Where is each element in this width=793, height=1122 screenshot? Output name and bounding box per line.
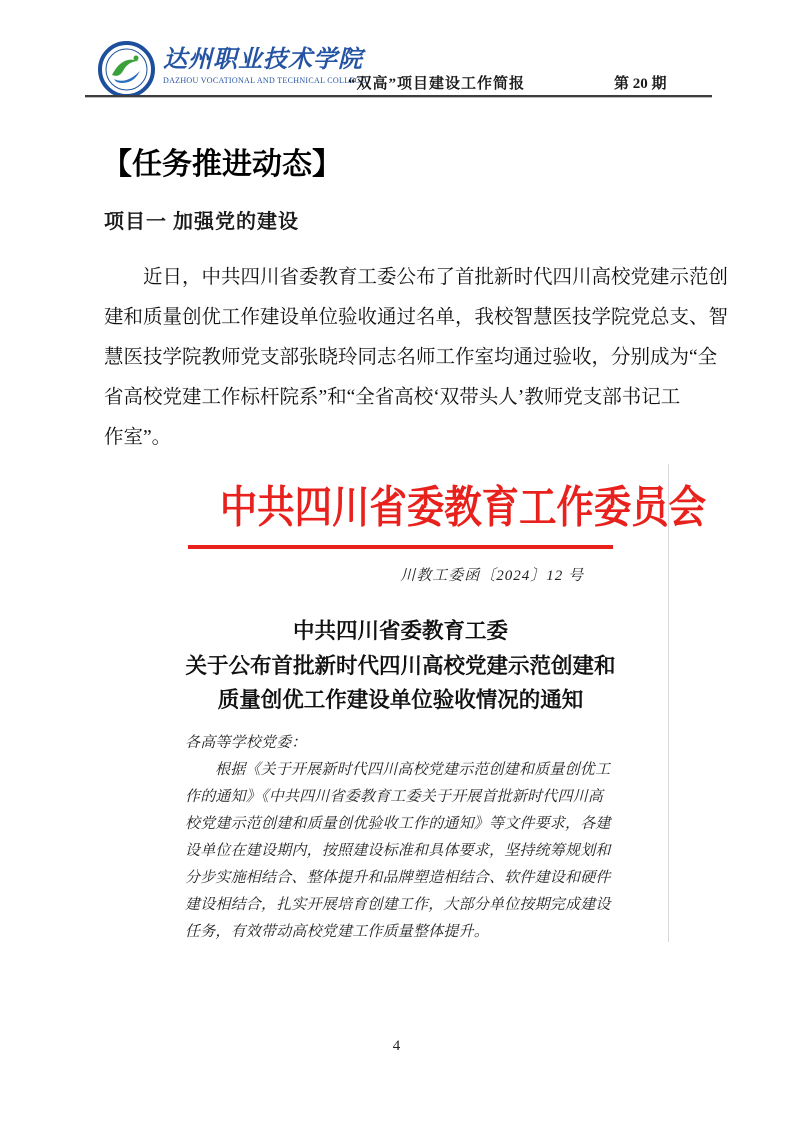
paragraph-line: 慧医技学院教师党支部张晓玲同志名师工作室均通过验收，分别成为“全 [104,347,718,368]
document-body-line: 校党建示范创建和质量创优验收工作的通知》等文件要求，各建 [185,816,611,832]
document-red-title: 中共四川省委教育工作委员会 [219,483,707,532]
body-paragraph [104,258,729,458]
document-red-rule [188,545,613,549]
document-body-line: 分步实施相结合、整体提升和品牌塑造相结合、软件建设和硬件 [185,870,611,886]
header-divider [85,95,712,98]
document-body-line: 建设相结合，扎实开展培育创建工作，大部分单位按期完成建设 [185,897,611,913]
paragraph-line: 作室”。 [104,427,172,448]
college-logo-icon [98,41,155,98]
document-body-line: 作的通知》《中共四川省委教育工委关于开展首批新时代四川高 [185,789,604,805]
section-heading: 【任务推进动态】 [102,148,342,181]
document-title-line: 关于公布首批新时代四川高校党建示范创建和 [185,653,616,678]
paragraph-line: 省高校党建工作标杆院系”和“全省高校‘双带头人’教师党支部书记工 [104,387,681,408]
document-body-line: 设单位在建设期内，按照建设标准和具体要求，坚持统筹规划和 [185,843,611,859]
document-body-line: 根据《关于开展新时代四川高校党建示范创建和质量创优工 [215,762,611,778]
document-title-line: 中共四川省委教育工委 [292,619,508,643]
college-name-en: DAZHOU VOCATIONAL AND TECHNICAL COLLEGE [163,76,366,85]
document-body-line: 各高等学校党委： [185,735,307,751]
page-number: 4 [392,1038,401,1054]
college-name-cn: 达州职业技术学院 [163,47,363,73]
official-document-image [170,464,707,942]
bulletin-title: “双高”项目建设工作简报 [348,76,526,92]
paragraph-line: 近日，中共四川省委教育工委公布了首批新时代四川高校党建示范创 [143,267,729,288]
document-title-line: 质量创优工作建设单位验收情况的通知 [217,688,584,712]
document-title [178,614,623,718]
paragraph-line: 建和质量创优工作建设单位验收通过名单，我校智慧医技学院党总支、智 [104,307,729,328]
project-subheading: 项目一 加强党的建设 [104,211,299,233]
document-body-line: 任务，有效带动高校党建工作质量整体提升。 [185,924,490,940]
document-reference-number: 川教工委函〔2024〕12 号 [400,568,584,584]
issue-number: 第 20 期 [614,76,667,92]
document-body [185,730,611,946]
